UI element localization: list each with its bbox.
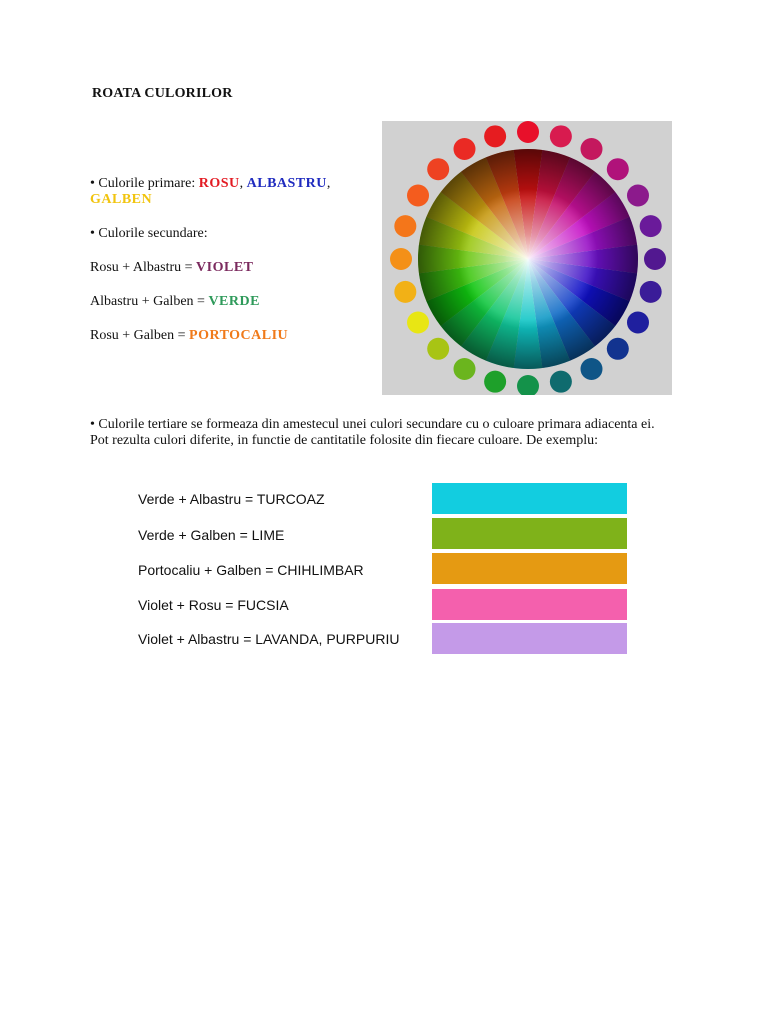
wheel-dot (607, 338, 629, 360)
wheel-dot (581, 358, 603, 380)
wheel-dot (550, 371, 572, 393)
wheel-dot (581, 138, 603, 160)
wheel-dot (607, 158, 629, 180)
tertiary-label-lavender: Violet + Albastru = LAVANDA, PURPURIU (138, 631, 400, 647)
swatch-lime (432, 518, 627, 549)
tertiary-label-lime: Verde + Galben = LIME (138, 527, 285, 543)
wheel-dot (640, 215, 662, 237)
wheel-dot (394, 281, 416, 303)
secondary-item-violet (90, 260, 254, 276)
tertiary-label-fuchsia: Violet + Rosu = FUCSIA (138, 597, 289, 613)
wheel-dot (407, 312, 429, 334)
tertiary-label-amber: Portocaliu + Galben = CHIHLIMBAR (138, 562, 364, 578)
primary-colors-line: • Culorile primare: ROSU, ALBASTRU, GALBEN (90, 176, 331, 207)
secondary-result: VIOLET (196, 260, 254, 275)
wheel-dot (627, 185, 649, 207)
secondary-item-orange (90, 328, 288, 344)
wheel-dot (454, 138, 476, 160)
wheel-dot (390, 248, 412, 270)
tertiary-colors-paragraph: • Culorile tertiare se formeaza din amestecul unei culori secundare cu o culoare primara adiacenta ei. Pot rezulta culori diferite, in functie de cantitatile folosite din fiecare culoare. De exemplu: (90, 417, 655, 448)
secondary-result: PORTOCALIU (189, 328, 289, 343)
wheel-dot (454, 358, 476, 380)
primary-color-red: ROSU (198, 176, 240, 191)
primary-color-yellow: GALBEN (90, 192, 153, 207)
secondary-item-green (90, 294, 260, 310)
color-wheel-image (382, 121, 672, 395)
secondary-result: VERDE (208, 294, 260, 309)
wheel-dot (627, 312, 649, 334)
wheel-dot (550, 125, 572, 147)
page-title: ROATA CULORILOR (92, 86, 233, 101)
wheel-dot (640, 281, 662, 303)
secondary-formula: Rosu + Galben = (90, 328, 190, 343)
swatch-lavender (432, 623, 627, 654)
wheel-dot (484, 125, 506, 147)
wheel-dot (517, 121, 539, 143)
primary-colors-prefix: • Culorile primare: (90, 176, 199, 191)
wheel-dot (394, 215, 416, 237)
wheel-dot (517, 375, 539, 395)
tertiary-label-turquoise: Verde + Albastru = TURCOAZ (138, 491, 325, 507)
wheel-dot (407, 185, 429, 207)
swatch-fuchsia (432, 589, 627, 620)
wheel-dot (484, 371, 506, 393)
wheel-dot (427, 338, 449, 360)
swatch-amber (432, 553, 627, 584)
secondary-formula: Rosu + Albastru = (90, 260, 197, 275)
primary-color-blue: ALBASTRU (246, 176, 327, 191)
secondary-colors-heading: • Culorile secundare: (90, 226, 208, 241)
wheel-dot (427, 158, 449, 180)
color-wheel-graphic (382, 121, 672, 395)
secondary-formula: Albastru + Galben = (90, 294, 209, 309)
wheel-dot (644, 248, 666, 270)
swatch-turquoise (432, 483, 627, 514)
